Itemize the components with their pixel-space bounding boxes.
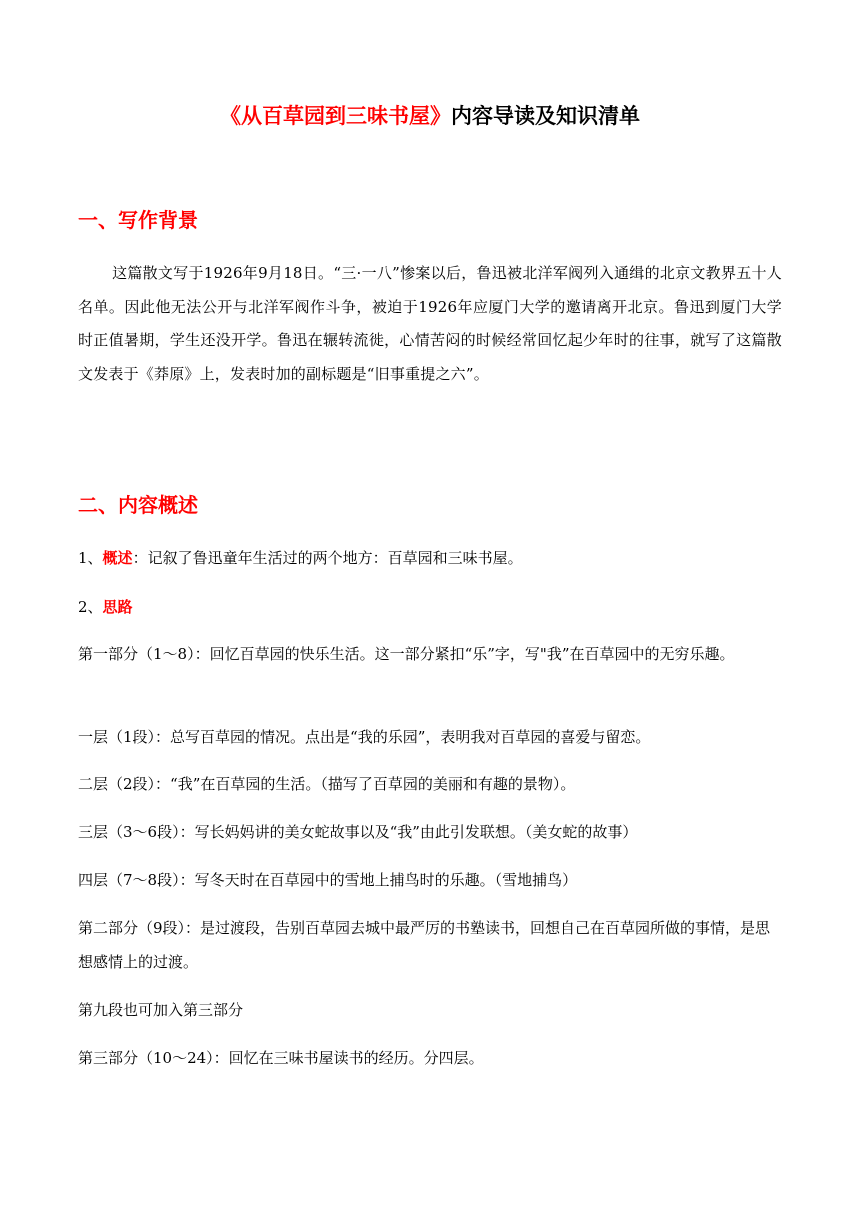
background-paragraph-text: 这篇散文写于1926年9月18日。“三·一八”惨案以后，鲁迅被北洋军阀列入通缉的北京文教界五十人名单。因此他无法公开与北洋军阀作斗争，被迫于1926年应厦门大学的邀请离开北京。鲁迅到厦门大学时正值暑期，学生还没开学。鲁迅在辗转流徙，心情苦闷的时候经常回忆起少年时的往事，就写了这篇散文发表于《莽原》上，发表时加的副标题是“旧事重提之六”。 xyxy=(78,264,782,383)
outline-layer-3: 三层（3～6段）：写长妈妈讲的美女蛇故事以及“我”由此引发联想。（美女蛇的故事） xyxy=(78,823,638,841)
outline-part-2: 第二部分（9段）：是过渡段，告别百草园去城中最严厉的书塾读书，回想自己在百草园所做的事情，是思想感情上的过渡。 xyxy=(78,919,771,971)
title-red-part: 《从百草园到三味书屋》 xyxy=(220,104,451,128)
outline-part-3: 第三部分（10～24）：回忆在三味书屋读书的经历。分四层。 xyxy=(78,1049,484,1067)
overview-label: 概述 xyxy=(102,549,133,567)
item-number: 2、 xyxy=(78,598,103,616)
section-heading-background: 一、写作背景 xyxy=(78,208,198,232)
outline-layer-2: 二层（2段）：“我”在百草园的生活。（描写了百草园的美丽和有趣的景物）。 xyxy=(78,775,576,793)
background-paragraph xyxy=(78,257,782,391)
outline-note: 第九段也可加入第三部分 xyxy=(78,1001,244,1019)
outline-part-1: 第一部分（1～8）：回忆百草园的快乐生活。这一部分紧扣“乐”字，写"我”在百草园中的无穷乐趣。 xyxy=(78,645,735,663)
document-title xyxy=(0,101,860,131)
outline-layer-1: 一层（1段）：总写百草园的情况。点出是“我的乐园”，表明我对百草园的喜爱与留恋。 xyxy=(78,728,651,746)
title-black-part: 内容导读及知识清单 xyxy=(451,104,640,128)
item-number: 1、 xyxy=(78,549,103,567)
overview-text: ：记叙了鲁迅童年生活过的两个地方：百草园和三味书屋。 xyxy=(132,549,523,567)
summary-item-outline xyxy=(78,590,782,624)
outline-layer-4: 四层（7～8段）：写冬天时在百草园中的雪地上捕鸟时的乐趣。（雪地捕鸟） xyxy=(78,871,578,889)
outline-label: 思路 xyxy=(102,598,133,616)
summary-item-overview xyxy=(78,541,782,575)
section-heading-summary: 二、内容概述 xyxy=(78,493,198,517)
